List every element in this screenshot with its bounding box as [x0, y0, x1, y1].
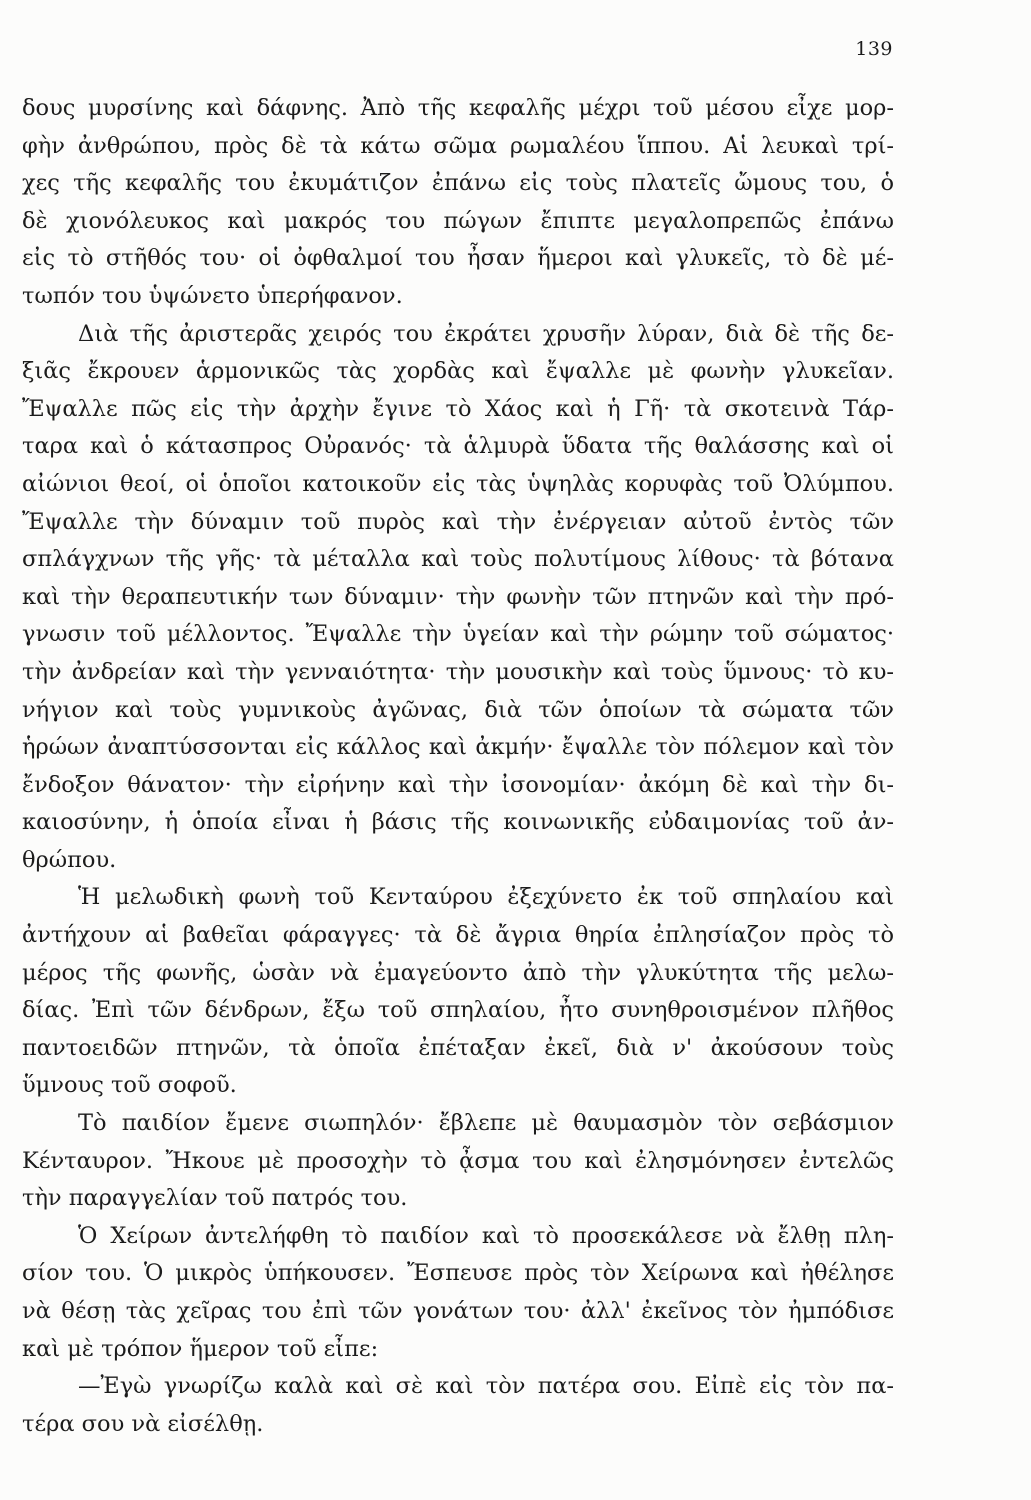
- text-line: αἰώνιοι θεοί, οἱ ὁποῖοι κατοικοῦν εἰς τὰς ὑψηλὰς κορυφὰς τοῦ Ὀλύμπου.: [22, 470, 894, 497]
- text-line: ταρα καὶ ὁ κάτασπρος Οὐρανός· τὰ ἁλμυρὰ ὕδατα τῆς θαλάσσης καὶ οἱ: [22, 433, 894, 460]
- text-line: ὕμνους τοῦ σοφοῦ.: [22, 1072, 237, 1099]
- text-line: Ὁ Χείρων ἀντελήφθη τὸ παιδίον καὶ τὸ προσεκάλεσε νὰ ἔλθῃ πλη-: [78, 1222, 894, 1249]
- text-line: καιοσύνην, ἡ ὁποία εἶναι ἡ βάσις τῆς κοινωνικῆς εὐδαιμονίας τοῦ ἀν-: [22, 809, 894, 836]
- text-line: δὲ χιονόλευκος καὶ μακρός του πώγων ἔπιπτε μεγαλοπρεπῶς ἐπάνω: [22, 207, 894, 234]
- text-line: σπλάγχνων τῆς γῆς· τὰ μέταλλα καὶ τοὺς πολυτίμους λίθους· τὰ βότανα: [22, 546, 894, 573]
- text-line: ἡρώων ἀναπτύσσονται εἰς κάλλος καὶ ἀκμήν· ἔψαλλε τὸν πόλεμον καὶ τὸν: [22, 734, 894, 761]
- text-line: Τὸ παιδίον ἔμενε σιωπηλόν· ἔβλεπε μὲ θαυμασμὸν τὸν σεβάσμιον: [78, 1110, 894, 1137]
- text-line: Κένταυρον. Ἤκουε μὲ προσοχὴν τὸ ᾆσμα του καὶ ἐλησμόνησεν ἐντελῶς: [22, 1147, 894, 1174]
- text-line: τέρα σου νὰ εἰσέλθῃ.: [22, 1410, 264, 1437]
- text-line: δους μυρσίνης καὶ δάφνης. Ἀπὸ τῆς κεφαλῆς μέχρι τοῦ μέσου εἶχε μορ-: [22, 95, 894, 121]
- text-line: τὴν ἀνδρείαν καὶ τὴν γενναιότητα· τὴν μουσικὴν καὶ τοὺς ὕμνους· τὸ κυ-: [22, 658, 894, 685]
- text-line: ξιᾶς ἔκρουεν ἁρμονικῶς τὰς χορδὰς καὶ ἔψαλλε μὲ φωνὴν γλυκεῖαν.: [22, 358, 894, 385]
- text-line: τωπόν του ὑψώνετο ὑπερήφανον.: [22, 282, 403, 309]
- page-number: 139: [855, 38, 893, 60]
- text-line: εἰς τὸ στῆθός του· οἱ ὀφθαλμοί του ἦσαν ἥμεροι καὶ γλυκεῖς, τὸ δὲ μέ-: [22, 245, 894, 272]
- text-line: τὴν παραγγελίαν τοῦ πατρός του.: [22, 1185, 408, 1212]
- text-line: φὴν ἀνθρώπου, πρὸς δὲ τὰ κάτω σῶμα ρωμαλέου ἵππου. Αἱ λευκαὶ τρί-: [22, 132, 894, 159]
- text-line: μέρος τῆς φωνῆς, ὡσὰν νὰ ἐμαγεύοντο ἀπὸ τὴν γλυκύτητα τῆς μελω-: [22, 959, 894, 986]
- text-line: παντοειδῶν πτηνῶν, τὰ ὁποῖα ἐπέταξαν ἐκεῖ, διὰ ν' ἀκούσουν τοὺς: [22, 1034, 894, 1061]
- text-line: Ἔψαλλε τὴν δύναμιν τοῦ πυρὸς καὶ τὴν ἐνέργειαν αὐτοῦ ἐντὸς τῶν: [22, 508, 894, 535]
- text-line: ἀντήχουν αἱ βαθεῖαι φάραγγες· τὰ δὲ ἄγρια θηρία ἐπλησίαζον πρὸς τὸ: [22, 922, 894, 949]
- body-text: [22, 90, 894, 1443]
- text-line: σίον του. Ὁ μικρὸς ὑπήκουσεν. Ἔσπευσε πρὸς τὸν Χείρωνα καὶ ἠθέλησε: [22, 1260, 894, 1287]
- text-line: Ἔψαλλε πῶς εἰς τὴν ἀρχὴν ἔγινε τὸ Χάος καὶ ἡ Γῆ· τὰ σκοτεινὰ Τάρ-: [22, 395, 894, 422]
- text-line: δίας. Ἐπὶ τῶν δένδρων, ἔξω τοῦ σπηλαίου, ἦτο συνηθροισμένον πλῆθος: [22, 997, 894, 1024]
- text-line: γνωσιν τοῦ μέλλοντος. Ἔψαλλε τὴν ὑγείαν καὶ τὴν ρώμην τοῦ σώματος·: [22, 621, 894, 648]
- text-line: ἔνδοξον θάνατον· τὴν εἰρήνην καὶ τὴν ἰσονομίαν· ἀκόμη δὲ καὶ τὴν δι-: [22, 771, 894, 798]
- text-line: θρώπου.: [22, 846, 117, 873]
- text-line: Ἡ μελωδικὴ φωνὴ τοῦ Κενταύρου ἐξεχύνετο ἐκ τοῦ σπηλαίου καὶ: [78, 884, 894, 911]
- text-line: καὶ μὲ τρόπον ἥμερον τοῦ εἶπε:: [22, 1335, 379, 1362]
- text-line: Διὰ τῆς ἀριστερᾶς χειρός του ἐκράτει χρυσῆν λύραν, διὰ δὲ τῆς δε-: [78, 320, 894, 347]
- text-line: νὰ θέσῃ τὰς χεῖρας του ἐπὶ τῶν γονάτων του· ἀλλ' ἐκεῖνος τὸν ἠμπόδισε: [22, 1298, 894, 1324]
- text-line: καὶ τὴν θεραπευτικήν των δύναμιν· τὴν φωνὴν τῶν πτηνῶν καὶ τὴν πρό-: [22, 583, 894, 610]
- text-line: νήγιον καὶ τοὺς γυμνικοὺς ἀγῶνας, διὰ τῶν ὁποίων τὰ σώματα τῶν: [22, 696, 894, 723]
- text-line: χες τῆς κεφαλῆς του ἐκυμάτιζον ἐπάνω εἰς τοὺς πλατεῖς ὤμους του, ὁ: [22, 170, 894, 197]
- text-line: —Ἐγὼ γνωρίζω καλὰ καὶ σὲ καὶ τὸν πατέρα σου. Εἰπὲ εἰς τὸν πα-: [78, 1373, 894, 1400]
